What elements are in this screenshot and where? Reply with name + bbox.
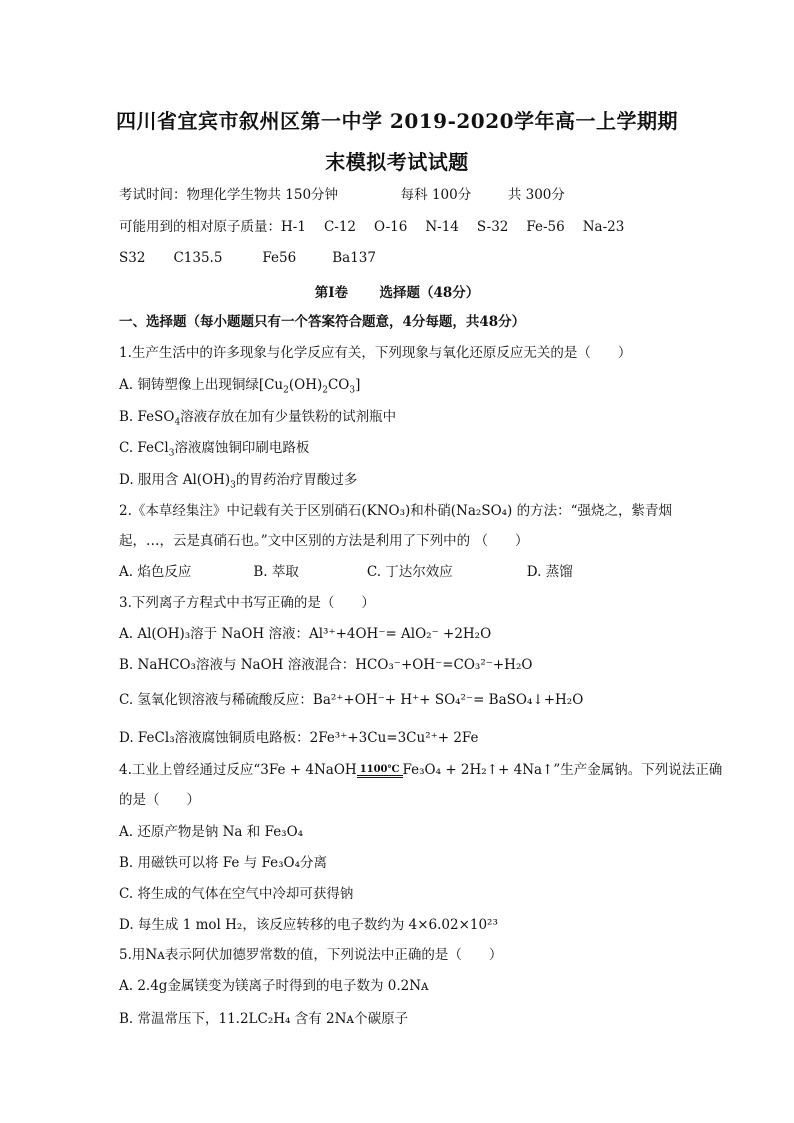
- section-instructions: 一、选择题（每小题题只有一个答案符合题意，4分每题，共48分）: [119, 314, 526, 330]
- q4-option-a: A. 还原产物是钠 Na 和 Fe₃O₄: [119, 824, 304, 840]
- q1-option-d: D. 服用含 $Al(OH)_3$的胃药治疗胃酸过多: [119, 472, 358, 491]
- page-title-line2: 末模拟考试试题: [325, 150, 469, 174]
- atomic-mass-item: C-12: [323, 219, 357, 235]
- q2-option-a: A. 焰色反应: [119, 564, 192, 580]
- atomic-mass-item: Na-23: [582, 219, 625, 235]
- exam-per-subject: 每科 100分: [400, 187, 472, 203]
- atomic-mass-item: C135.5: [173, 250, 223, 266]
- q2-stem-line2: 起，…，云是真硝石也。”文中区别的方法是利用了下列中的 （ ）: [119, 533, 529, 549]
- atomic-mass-item: Fe-56: [526, 219, 565, 235]
- q4-option-c: C. 将生成的气体在空气中冷却可获得钠: [119, 886, 354, 902]
- q4-stem-line2: 的是（ ）: [119, 792, 200, 808]
- q2-option-b: B. 萃取: [253, 564, 299, 580]
- q2-option-d: D. 蒸馏: [526, 564, 573, 580]
- atomic-mass-label: 可能用到的相对原子质量：: [119, 219, 281, 235]
- q2-options: [119, 563, 573, 581]
- q3-option-a: A. Al(OH)₃溶于 NaOH 溶液：Al³⁺+4OH⁻= AlO₂⁻ +2H₂O: [119, 626, 492, 642]
- page-title-line1: 四川省宜宾市叙州区第一中学 2019-2020学年高一上学期期: [115, 109, 679, 133]
- exam-time: 考试时间：物理化学生物共 150分钟: [119, 187, 339, 203]
- q4-stem-line1: 4.工业上曾经通过反应“3Fe + 4NaOH 1100℃ Fe₃O₄ + 2H₂↑+ 4Na↑”生产金属钠。下列说法正确: [119, 762, 723, 778]
- q1-option-c: C. FeCl$_3$溶液腐蚀铜印刷电路板: [119, 440, 310, 459]
- atomic-mass-row2: [119, 249, 376, 267]
- q5-option-a: A. 2.4g金属镁变为镁离子时得到的电子数为 0.2Nᴀ: [119, 978, 429, 994]
- section-header: [0, 281, 794, 301]
- q4-option-d: D. 每生成 1 mol H₂，该反应转移的电子数约为 4×6.02×10²³: [119, 917, 498, 933]
- atomic-mass-item: S32: [119, 250, 146, 266]
- atomic-mass-item: N-14: [425, 219, 459, 235]
- section-part: 第Ⅰ卷: [314, 285, 349, 301]
- q1-option-a: A. 铜铸塑像上出现铜绿$[Cu_2(OH)_2CO_3]$: [119, 377, 361, 396]
- q4-option-b: B. 用磁铁可以将 Fe 与 Fe₃O₄分离: [119, 855, 328, 871]
- q5-option-b: B. 常温常压下，11.2LC₂H₄ 含有 2Nᴀ个碳原子: [119, 1011, 409, 1027]
- q3-option-c: C. 氢氧化钡溶液与稀硫酸反应：Ba²⁺+OH⁻+ H⁺+ SO₄²⁻= BaSO₄↓+H₂O: [119, 692, 584, 708]
- section-title: 选择题（48分）: [379, 285, 480, 301]
- atomic-mass-row1: [119, 218, 624, 236]
- atomic-mass-item: O-16: [374, 219, 408, 235]
- q5-stem: 5.用Nᴀ表示阿伏加德罗常数的值，下列说法中正确的是（ ）: [119, 947, 503, 963]
- q1-stem: 1.生产生活中的许多现象与化学反应有关，下列现象与氧化还原反应无关的是（ ）: [119, 345, 632, 361]
- atomic-mass-item: Ba137: [332, 250, 376, 266]
- q1-option-b: B. FeSO$_4$溶液存放在加有少量铁粉的试剂瓶中: [119, 409, 397, 428]
- q3-stem: 3.下列离子方程式中书写正确的是（ ）: [119, 595, 375, 611]
- exam-info: [119, 186, 565, 204]
- atomic-mass-item: H-1: [281, 219, 306, 235]
- reaction-condition: 1100℃: [357, 764, 403, 778]
- atomic-mass-item: S-32: [476, 219, 509, 235]
- q3-option-d: D. FeCl₃溶液腐蚀铜质电路板：2Fe³⁺+3Cu=3Cu²⁺+ 2Fe: [119, 730, 479, 746]
- q3-option-b: B. NaHCO₃溶液与 NaOH 溶液混合：HCO₃⁻+OH⁻=CO₃²⁻+H₂O: [119, 657, 533, 673]
- q2-option-c: C. 丁达尔效应: [366, 564, 453, 580]
- atomic-mass-item: Fe56: [262, 250, 297, 266]
- exam-total: 共 300分: [507, 187, 565, 203]
- q2-stem-line1: 2.《本草经集注》中记载有关于区别硝石(KNO₃)和朴硝(Na₂SO₄) 的方法：“强烧之，紫青烟: [119, 503, 673, 519]
